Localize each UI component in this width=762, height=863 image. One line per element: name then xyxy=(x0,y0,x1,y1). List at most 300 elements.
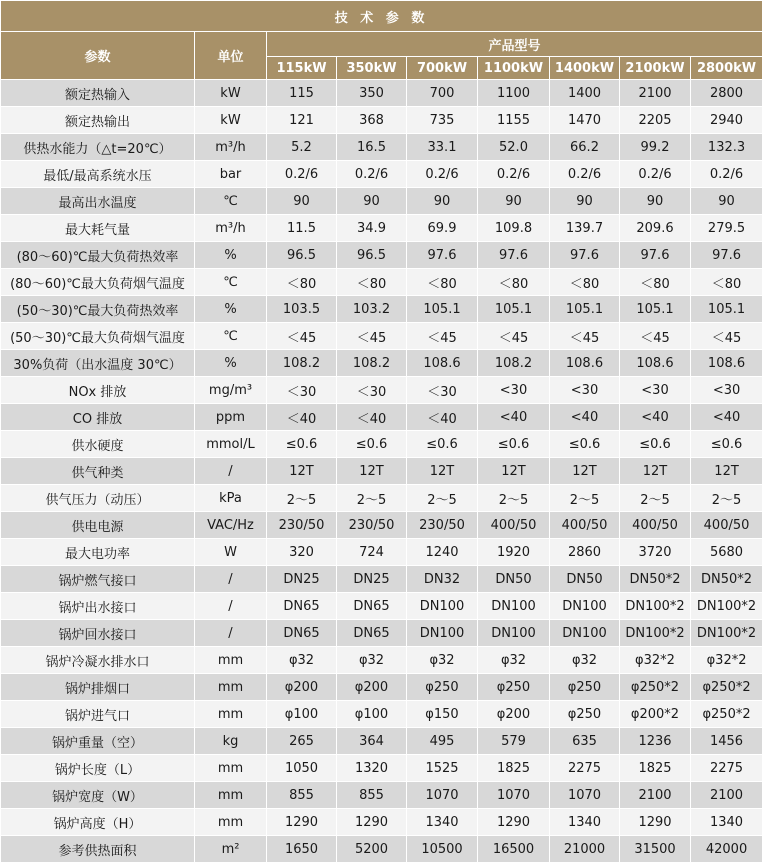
table-row xyxy=(1,620,762,647)
value-cell: ≤0.6 xyxy=(691,431,762,458)
param-cell: NOx 排放 xyxy=(1,377,195,404)
table-row xyxy=(1,215,762,242)
table-row xyxy=(1,728,762,755)
param-cell: 锅炉出水接口 xyxy=(1,593,195,620)
param-cell: 最大电功率 xyxy=(1,539,195,566)
value-cell: 2205 xyxy=(620,107,691,134)
unit-cell: mg/m³ xyxy=(195,377,267,404)
value-cell: φ32*2 xyxy=(691,647,762,674)
table-row xyxy=(1,485,762,512)
value-cell: 5200 xyxy=(337,836,407,863)
value-cell: 16500 xyxy=(478,836,550,863)
value-cell: 0.2/6 xyxy=(550,161,620,188)
unit-cell: mm xyxy=(195,647,267,674)
value-cell: 1525 xyxy=(407,755,478,782)
value-cell: <30 xyxy=(691,377,762,404)
value-cell: DN100 xyxy=(407,593,478,620)
value-cell: 209.6 xyxy=(620,215,691,242)
value-cell: 1650 xyxy=(267,836,337,863)
value-cell: 12T xyxy=(550,458,620,485)
unit-cell: ℃ xyxy=(195,323,267,350)
table-row xyxy=(1,323,762,350)
value-cell: ≤0.6 xyxy=(267,431,337,458)
value-cell: DN32 xyxy=(407,566,478,593)
value-cell: ≤0.6 xyxy=(620,431,691,458)
model-header-cell: 2100kW xyxy=(620,57,691,80)
value-cell: 230/50 xyxy=(407,512,478,539)
unit-cell: ppm xyxy=(195,404,267,431)
value-cell: 108.2 xyxy=(337,350,407,377)
unit-cell: / xyxy=(195,566,267,593)
value-cell: 97.6 xyxy=(550,242,620,269)
table-row xyxy=(1,539,762,566)
value-cell: 90 xyxy=(691,188,762,215)
value-cell: 1070 xyxy=(407,782,478,809)
value-cell: 1920 xyxy=(478,539,550,566)
unit-cell: W xyxy=(195,539,267,566)
value-cell: 121 xyxy=(267,107,337,134)
value-cell: ＜80 xyxy=(691,269,762,296)
value-cell: <30 xyxy=(620,377,691,404)
value-cell: 1400 xyxy=(550,80,620,107)
unit-cell: m² xyxy=(195,836,267,863)
value-cell: φ100 xyxy=(267,701,337,728)
value-cell: ＜45 xyxy=(267,323,337,350)
value-cell: ＜45 xyxy=(337,323,407,350)
value-cell: 230/50 xyxy=(337,512,407,539)
unit-cell: mm xyxy=(195,755,267,782)
param-cell: 最高出水温度 xyxy=(1,188,195,215)
param-column-header: 参数 xyxy=(1,32,195,80)
param-cell: 供气种类 xyxy=(1,458,195,485)
model-header-cell: 1400kW xyxy=(550,57,620,80)
table-row xyxy=(1,674,762,701)
param-cell: 30%负荷（出水温度 30℃） xyxy=(1,350,195,377)
value-cell: DN50 xyxy=(550,566,620,593)
table-row xyxy=(1,134,762,161)
value-cell: 265 xyxy=(267,728,337,755)
model-group-header: 产品型号 xyxy=(267,32,762,57)
value-cell: φ250*2 xyxy=(620,674,691,701)
unit-cell: m³/h xyxy=(195,134,267,161)
value-cell: ＜80 xyxy=(337,269,407,296)
value-cell: 1100 xyxy=(478,80,550,107)
unit-cell: ℃ xyxy=(195,188,267,215)
param-cell: 最低/最高系统水压 xyxy=(1,161,195,188)
value-cell: 2～5 xyxy=(267,485,337,512)
value-cell: φ32*2 xyxy=(620,647,691,674)
value-cell: DN50 xyxy=(478,566,550,593)
value-cell: 139.7 xyxy=(550,215,620,242)
table-row xyxy=(1,647,762,674)
unit-cell: kW xyxy=(195,107,267,134)
model-header-cell: 350kW xyxy=(337,57,407,80)
table-row xyxy=(1,836,762,863)
value-cell: 10500 xyxy=(407,836,478,863)
value-cell: 1825 xyxy=(478,755,550,782)
table-row xyxy=(1,566,762,593)
value-cell: DN100*2 xyxy=(620,620,691,647)
value-cell: 2800 xyxy=(691,80,762,107)
value-cell: 1290 xyxy=(267,809,337,836)
param-cell: 锅炉进气口 xyxy=(1,701,195,728)
value-cell: 1470 xyxy=(550,107,620,134)
value-cell: DN65 xyxy=(337,620,407,647)
table-row xyxy=(1,188,762,215)
unit-cell: VAC/Hz xyxy=(195,512,267,539)
value-cell: 0.2/6 xyxy=(337,161,407,188)
model-header-cell: 1100kW xyxy=(478,57,550,80)
value-cell: 2～5 xyxy=(337,485,407,512)
value-cell: DN100 xyxy=(407,620,478,647)
value-cell: φ250*2 xyxy=(691,674,762,701)
value-cell: 2～5 xyxy=(550,485,620,512)
value-cell: ＜30 xyxy=(337,377,407,404)
value-cell: 90 xyxy=(478,188,550,215)
value-cell: φ200*2 xyxy=(620,701,691,728)
value-cell: 279.5 xyxy=(691,215,762,242)
value-cell: ≤0.6 xyxy=(337,431,407,458)
value-cell: ≤0.6 xyxy=(550,431,620,458)
param-cell: 锅炉回水接口 xyxy=(1,620,195,647)
value-cell: ＜40 xyxy=(337,404,407,431)
value-cell: 42000 xyxy=(691,836,762,863)
model-header-cell: 115kW xyxy=(267,57,337,80)
table-row xyxy=(1,782,762,809)
value-cell: 364 xyxy=(337,728,407,755)
value-cell: DN25 xyxy=(337,566,407,593)
value-cell: 69.9 xyxy=(407,215,478,242)
table-row xyxy=(1,404,762,431)
value-cell: φ32 xyxy=(407,647,478,674)
value-cell: DN50*2 xyxy=(620,566,691,593)
unit-cell: % xyxy=(195,242,267,269)
value-cell: 495 xyxy=(407,728,478,755)
value-cell: ＜80 xyxy=(550,269,620,296)
param-cell: 锅炉长度（L） xyxy=(1,755,195,782)
value-cell: 724 xyxy=(337,539,407,566)
value-cell: 1236 xyxy=(620,728,691,755)
table-row xyxy=(1,755,762,782)
value-cell: 132.3 xyxy=(691,134,762,161)
table-title: 技 术 参 数 xyxy=(1,1,762,32)
value-cell: 2940 xyxy=(691,107,762,134)
unit-cell: mmol/L xyxy=(195,431,267,458)
table-row xyxy=(1,161,762,188)
value-cell: 96.5 xyxy=(337,242,407,269)
unit-cell: mm xyxy=(195,701,267,728)
param-cell: (50～30)℃最大负荷烟气温度 xyxy=(1,323,195,350)
value-cell: <30 xyxy=(478,377,550,404)
value-cell: 12T xyxy=(620,458,691,485)
value-cell: 0.2/6 xyxy=(620,161,691,188)
unit-cell: kW xyxy=(195,80,267,107)
value-cell: 855 xyxy=(267,782,337,809)
value-cell: 108.6 xyxy=(620,350,691,377)
table-row xyxy=(1,458,762,485)
unit-cell: % xyxy=(195,350,267,377)
value-cell: 400/50 xyxy=(691,512,762,539)
value-cell: ＜30 xyxy=(267,377,337,404)
value-cell: 400/50 xyxy=(620,512,691,539)
value-cell: 16.5 xyxy=(337,134,407,161)
value-cell: 34.9 xyxy=(337,215,407,242)
value-cell: DN100*2 xyxy=(691,620,762,647)
value-cell: φ100 xyxy=(337,701,407,728)
model-header-cell: 2800kW xyxy=(691,57,762,80)
table-row xyxy=(1,242,762,269)
value-cell: 108.2 xyxy=(267,350,337,377)
value-cell: 1290 xyxy=(478,809,550,836)
param-cell: CO 排放 xyxy=(1,404,195,431)
value-cell: 1340 xyxy=(550,809,620,836)
value-cell: φ200 xyxy=(478,701,550,728)
value-cell: 66.2 xyxy=(550,134,620,161)
value-cell: ＜45 xyxy=(691,323,762,350)
value-cell: 108.2 xyxy=(478,350,550,377)
value-cell: 2860 xyxy=(550,539,620,566)
value-cell: 1050 xyxy=(267,755,337,782)
value-cell: ≤0.6 xyxy=(478,431,550,458)
value-cell: 400/50 xyxy=(550,512,620,539)
value-cell: 2～5 xyxy=(478,485,550,512)
table-row xyxy=(1,296,762,323)
value-cell: 1240 xyxy=(407,539,478,566)
param-cell: 最大耗气量 xyxy=(1,215,195,242)
value-cell: 21000 xyxy=(550,836,620,863)
value-cell: 855 xyxy=(337,782,407,809)
value-cell: 33.1 xyxy=(407,134,478,161)
param-cell: 供水硬度 xyxy=(1,431,195,458)
value-cell: DN25 xyxy=(267,566,337,593)
value-cell: 105.1 xyxy=(407,296,478,323)
value-cell: 97.6 xyxy=(478,242,550,269)
value-cell: φ250 xyxy=(407,674,478,701)
value-cell: ＜45 xyxy=(550,323,620,350)
value-cell: 90 xyxy=(337,188,407,215)
param-cell: 锅炉燃气接口 xyxy=(1,566,195,593)
value-cell: φ200 xyxy=(337,674,407,701)
value-cell: 1456 xyxy=(691,728,762,755)
value-cell: 0.2/6 xyxy=(407,161,478,188)
param-cell: 供气压力（动压） xyxy=(1,485,195,512)
value-cell: 2～5 xyxy=(407,485,478,512)
param-cell: (80～60)℃最大负荷烟气温度 xyxy=(1,269,195,296)
param-cell: 额定热输出 xyxy=(1,107,195,134)
value-cell: 12T xyxy=(267,458,337,485)
value-cell: 320 xyxy=(267,539,337,566)
value-cell: φ32 xyxy=(337,647,407,674)
value-cell: ＜45 xyxy=(620,323,691,350)
param-cell: 参考供热面积 xyxy=(1,836,195,863)
table-row xyxy=(1,269,762,296)
value-cell: 579 xyxy=(478,728,550,755)
value-cell: 97.6 xyxy=(407,242,478,269)
value-cell: 97.6 xyxy=(620,242,691,269)
unit-cell: kPa xyxy=(195,485,267,512)
value-cell: 103.2 xyxy=(337,296,407,323)
value-cell: <30 xyxy=(550,377,620,404)
value-cell: 105.1 xyxy=(550,296,620,323)
value-cell: 52.0 xyxy=(478,134,550,161)
value-cell: DN50*2 xyxy=(691,566,762,593)
value-cell: ≤0.6 xyxy=(407,431,478,458)
value-cell: 31500 xyxy=(620,836,691,863)
table-row xyxy=(1,593,762,620)
value-cell: φ32 xyxy=(267,647,337,674)
value-cell: φ250 xyxy=(478,674,550,701)
value-cell: 0.2/6 xyxy=(267,161,337,188)
unit-cell: ℃ xyxy=(195,269,267,296)
value-cell: 105.1 xyxy=(620,296,691,323)
unit-cell: kg xyxy=(195,728,267,755)
value-cell: ＜80 xyxy=(267,269,337,296)
value-cell: 350 xyxy=(337,80,407,107)
value-cell: 12T xyxy=(337,458,407,485)
value-cell: 2～5 xyxy=(620,485,691,512)
unit-cell: % xyxy=(195,296,267,323)
value-cell: ＜80 xyxy=(407,269,478,296)
table-row xyxy=(1,431,762,458)
value-cell: 368 xyxy=(337,107,407,134)
value-cell: 12T xyxy=(691,458,762,485)
value-cell: 230/50 xyxy=(267,512,337,539)
value-cell: DN100*2 xyxy=(691,593,762,620)
model-header-cell: 700kW xyxy=(407,57,478,80)
value-cell: 105.1 xyxy=(691,296,762,323)
value-cell: 0.2/6 xyxy=(478,161,550,188)
value-cell: 1825 xyxy=(620,755,691,782)
param-cell: 供热水能力（△t=20℃） xyxy=(1,134,195,161)
value-cell: 1155 xyxy=(478,107,550,134)
value-cell: 2100 xyxy=(620,782,691,809)
value-cell: DN100 xyxy=(550,593,620,620)
value-cell: ＜80 xyxy=(478,269,550,296)
value-cell: 12T xyxy=(478,458,550,485)
unit-cell: mm xyxy=(195,782,267,809)
value-cell: 0.2/6 xyxy=(691,161,762,188)
value-cell: 11.5 xyxy=(267,215,337,242)
value-cell: DN100 xyxy=(478,593,550,620)
value-cell: 735 xyxy=(407,107,478,134)
value-cell: 3720 xyxy=(620,539,691,566)
value-cell: 400/50 xyxy=(478,512,550,539)
value-cell: φ200 xyxy=(267,674,337,701)
table-row xyxy=(1,80,762,107)
value-cell: 105.1 xyxy=(478,296,550,323)
param-cell: 锅炉高度（H） xyxy=(1,809,195,836)
value-cell: ＜30 xyxy=(407,377,478,404)
value-cell: 115 xyxy=(267,80,337,107)
value-cell: 103.5 xyxy=(267,296,337,323)
value-cell: 90 xyxy=(407,188,478,215)
value-cell: 12T xyxy=(407,458,478,485)
unit-cell: bar xyxy=(195,161,267,188)
value-cell: φ32 xyxy=(550,647,620,674)
value-cell: 99.2 xyxy=(620,134,691,161)
value-cell: <40 xyxy=(550,404,620,431)
value-cell: 635 xyxy=(550,728,620,755)
value-cell: 108.6 xyxy=(691,350,762,377)
value-cell: ＜40 xyxy=(267,404,337,431)
unit-column-header: 单位 xyxy=(195,32,267,80)
value-cell: 1070 xyxy=(478,782,550,809)
table-row xyxy=(1,701,762,728)
value-cell: DN100*2 xyxy=(620,593,691,620)
value-cell: DN65 xyxy=(267,620,337,647)
unit-cell: mm xyxy=(195,674,267,701)
param-cell: 额定热输入 xyxy=(1,80,195,107)
param-cell: (50～30)℃最大负荷热效率 xyxy=(1,296,195,323)
value-cell: φ150 xyxy=(407,701,478,728)
value-cell: 90 xyxy=(267,188,337,215)
value-cell: 2100 xyxy=(691,782,762,809)
value-cell: <40 xyxy=(478,404,550,431)
value-cell: 1340 xyxy=(691,809,762,836)
value-cell: 1070 xyxy=(550,782,620,809)
value-cell: DN100 xyxy=(478,620,550,647)
value-cell: 1290 xyxy=(337,809,407,836)
value-cell: φ250 xyxy=(550,674,620,701)
value-cell: 90 xyxy=(620,188,691,215)
table-row xyxy=(1,377,762,404)
param-cell: 锅炉冷凝水排水口 xyxy=(1,647,195,674)
value-cell: <40 xyxy=(691,404,762,431)
param-cell: 锅炉排烟口 xyxy=(1,674,195,701)
value-cell: 97.6 xyxy=(691,242,762,269)
param-cell: 锅炉重量（空） xyxy=(1,728,195,755)
value-cell: DN65 xyxy=(337,593,407,620)
value-cell: 90 xyxy=(550,188,620,215)
param-cell: (80～60)℃最大负荷热效率 xyxy=(1,242,195,269)
unit-cell: m³/h xyxy=(195,215,267,242)
value-cell: 1320 xyxy=(337,755,407,782)
table-row xyxy=(1,809,762,836)
unit-cell: / xyxy=(195,593,267,620)
param-cell: 供电电源 xyxy=(1,512,195,539)
value-cell: 108.6 xyxy=(407,350,478,377)
value-cell: ＜45 xyxy=(478,323,550,350)
unit-cell: / xyxy=(195,458,267,485)
table-row xyxy=(1,512,762,539)
value-cell: DN100 xyxy=(550,620,620,647)
value-cell: ＜45 xyxy=(407,323,478,350)
table-row xyxy=(1,107,762,134)
value-cell: 109.8 xyxy=(478,215,550,242)
unit-cell: mm xyxy=(195,809,267,836)
value-cell: 2100 xyxy=(620,80,691,107)
value-cell: ＜80 xyxy=(620,269,691,296)
value-cell: φ250*2 xyxy=(691,701,762,728)
table-row xyxy=(1,350,762,377)
value-cell: 5680 xyxy=(691,539,762,566)
value-cell: 2275 xyxy=(550,755,620,782)
value-cell: <40 xyxy=(620,404,691,431)
value-cell: 5.2 xyxy=(267,134,337,161)
value-cell: DN65 xyxy=(267,593,337,620)
value-cell: φ32 xyxy=(478,647,550,674)
value-cell: 1340 xyxy=(407,809,478,836)
unit-cell: / xyxy=(195,620,267,647)
value-cell: 96.5 xyxy=(267,242,337,269)
value-cell: 2275 xyxy=(691,755,762,782)
value-cell: φ250 xyxy=(550,701,620,728)
value-cell: 2～5 xyxy=(691,485,762,512)
param-cell: 锅炉宽度（W） xyxy=(1,782,195,809)
value-cell: 700 xyxy=(407,80,478,107)
value-cell: 108.6 xyxy=(550,350,620,377)
value-cell: 1290 xyxy=(620,809,691,836)
